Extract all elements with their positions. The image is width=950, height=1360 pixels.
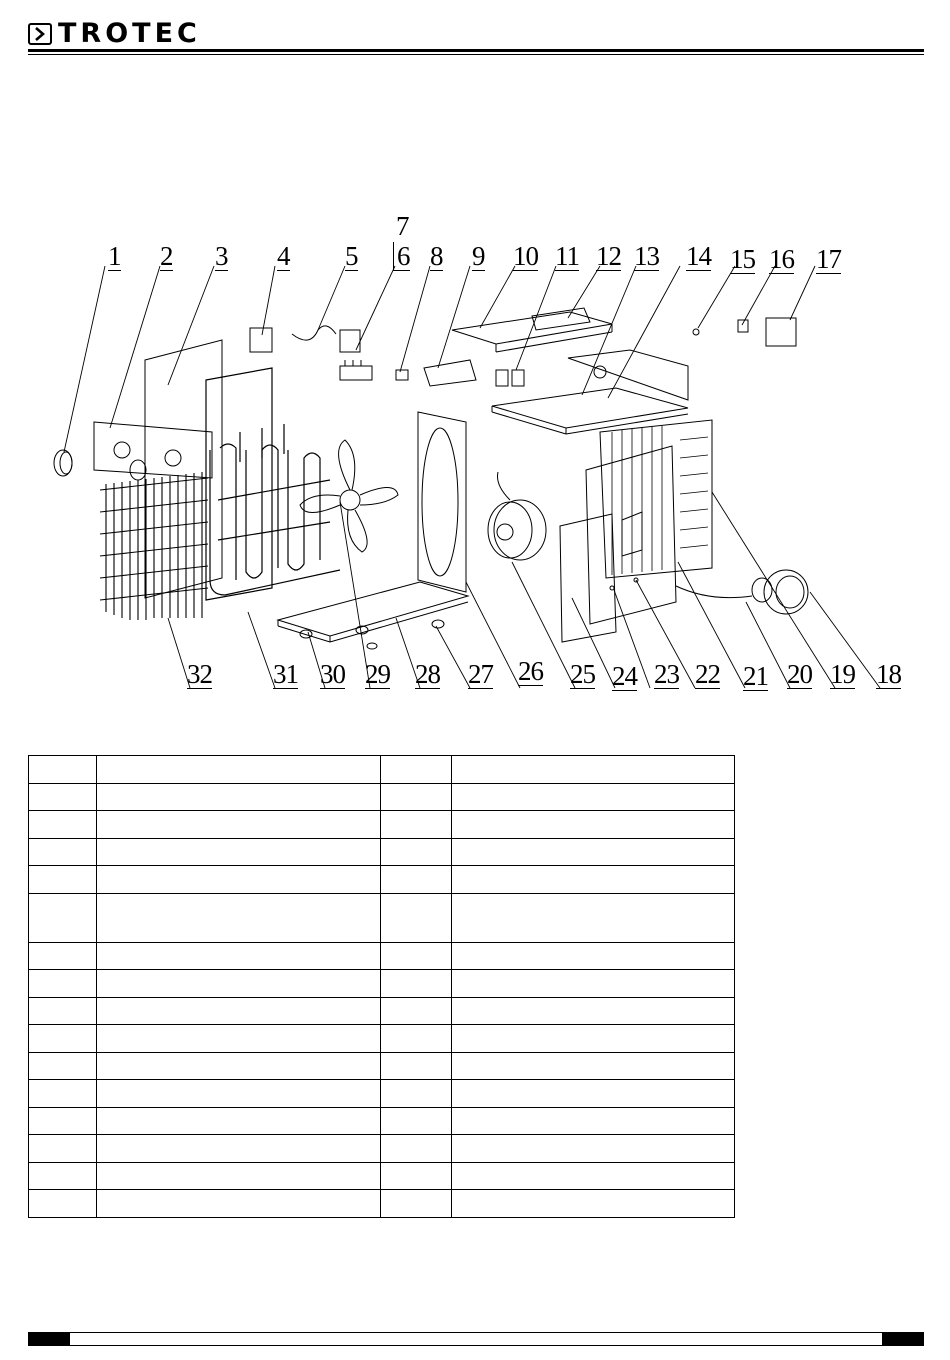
header-rule-thin [28, 54, 924, 55]
table-cell [451, 1162, 734, 1190]
table-cell [451, 811, 734, 839]
callout-26: 26 [518, 656, 543, 686]
callout-2: 2 [160, 241, 173, 271]
table-row [29, 997, 735, 1025]
table-cell [97, 783, 381, 811]
table-cell [97, 1162, 381, 1190]
callout-15: 15 [730, 244, 755, 274]
table-cell [451, 1107, 734, 1135]
table-cell [451, 1190, 734, 1218]
table-cell [381, 811, 451, 839]
callout-3: 3 [215, 241, 228, 271]
header-rule [28, 49, 924, 52]
table-row [29, 783, 735, 811]
table-cell [451, 893, 734, 942]
callout-31: 31 [273, 659, 298, 689]
callout-17: 17 [816, 244, 841, 274]
exploded-view-art [0, 200, 950, 700]
callout-5: 5 [345, 241, 358, 271]
table-cell [381, 1052, 451, 1080]
table-cell [381, 783, 451, 811]
table-cell [97, 811, 381, 839]
table-row [29, 811, 735, 839]
callout-29: 29 [365, 659, 390, 689]
table-cell [29, 783, 97, 811]
parts-list-table [28, 755, 735, 1218]
callout-19: 19 [830, 659, 855, 689]
table-cell [29, 1107, 97, 1135]
table-row [29, 1080, 735, 1108]
callout-6: 6 [393, 242, 410, 271]
table-cell [97, 1107, 381, 1135]
table-cell [97, 1135, 381, 1163]
table-cell [451, 1135, 734, 1163]
callout-9: 9 [472, 241, 485, 271]
exploded-view-drawing [0, 200, 950, 700]
table-cell [29, 1052, 97, 1080]
table-cell [29, 942, 97, 970]
callout-10: 10 [513, 241, 538, 271]
table-cell [381, 1162, 451, 1190]
footer-left-block [28, 1332, 70, 1346]
callout-4: 4 [277, 241, 290, 271]
footer-right-block [882, 1332, 924, 1346]
callout-27: 27 [468, 659, 493, 689]
table-cell [451, 997, 734, 1025]
chevron-right-icon [33, 27, 47, 41]
callout-14: 14 [686, 241, 711, 271]
table-cell [381, 942, 451, 970]
table-cell [97, 866, 381, 894]
footer-bar [28, 1332, 924, 1346]
table-cell [381, 756, 451, 784]
callout-8: 8 [430, 241, 443, 271]
callout-22: 22 [695, 659, 720, 689]
table-cell [29, 866, 97, 894]
table-row [29, 1135, 735, 1163]
table-cell [29, 838, 97, 866]
brand-logo [28, 23, 52, 45]
table-cell [451, 942, 734, 970]
table-cell [381, 893, 451, 942]
callout-24: 24 [612, 661, 637, 691]
table-cell [381, 1107, 451, 1135]
table-row [29, 1190, 735, 1218]
callout-7: 7 [396, 211, 409, 241]
table-cell [451, 866, 734, 894]
callout-12: 12 [596, 241, 621, 271]
table-cell [97, 1190, 381, 1218]
table-cell [381, 1025, 451, 1053]
table-row [29, 893, 735, 942]
table-cell [451, 1080, 734, 1108]
table-cell [29, 811, 97, 839]
table-cell [97, 893, 381, 942]
table-cell [97, 838, 381, 866]
table-cell [29, 756, 97, 784]
table-cell [381, 1135, 451, 1163]
table-cell [97, 1025, 381, 1053]
table-cell [97, 1080, 381, 1108]
table-cell [381, 866, 451, 894]
table-cell [97, 997, 381, 1025]
table-cell [29, 1190, 97, 1218]
table-cell [29, 1080, 97, 1108]
table-cell [451, 838, 734, 866]
callout-13: 13 [634, 241, 659, 271]
table-row [29, 838, 735, 866]
table-cell [451, 756, 734, 784]
brand-name: TROTEC [58, 18, 201, 49]
table-cell [29, 893, 97, 942]
callout-1: 1 [108, 241, 121, 271]
table-cell [29, 1025, 97, 1053]
callout-25: 25 [570, 659, 595, 689]
callout-16: 16 [769, 244, 794, 274]
table-cell [381, 838, 451, 866]
table-cell [29, 1162, 97, 1190]
table-cell [451, 970, 734, 998]
table-cell [97, 1052, 381, 1080]
table-cell [29, 1135, 97, 1163]
table-row [29, 866, 735, 894]
table-cell [97, 970, 381, 998]
table-cell [451, 1052, 734, 1080]
table-cell [29, 970, 97, 998]
callout-11: 11 [555, 241, 579, 271]
table-cell [381, 970, 451, 998]
table-row [29, 1162, 735, 1190]
table-cell [97, 756, 381, 784]
callout-23: 23 [654, 659, 679, 689]
callout-18: 18 [876, 659, 901, 689]
callout-21: 21 [743, 661, 768, 691]
callout-28: 28 [415, 659, 440, 689]
table-row [29, 970, 735, 998]
table-cell [451, 1025, 734, 1053]
callout-32: 32 [187, 659, 212, 689]
table-row [29, 1025, 735, 1053]
table-row [29, 756, 735, 784]
table-cell [381, 997, 451, 1025]
table-cell [381, 1080, 451, 1108]
callout-20: 20 [787, 659, 812, 689]
table-row [29, 1052, 735, 1080]
table-cell [381, 1190, 451, 1218]
table-row [29, 942, 735, 970]
callout-30: 30 [320, 659, 345, 689]
table-cell [29, 997, 97, 1025]
page-header [0, 0, 950, 60]
table-cell [451, 783, 734, 811]
table-row [29, 1107, 735, 1135]
table-cell [97, 942, 381, 970]
